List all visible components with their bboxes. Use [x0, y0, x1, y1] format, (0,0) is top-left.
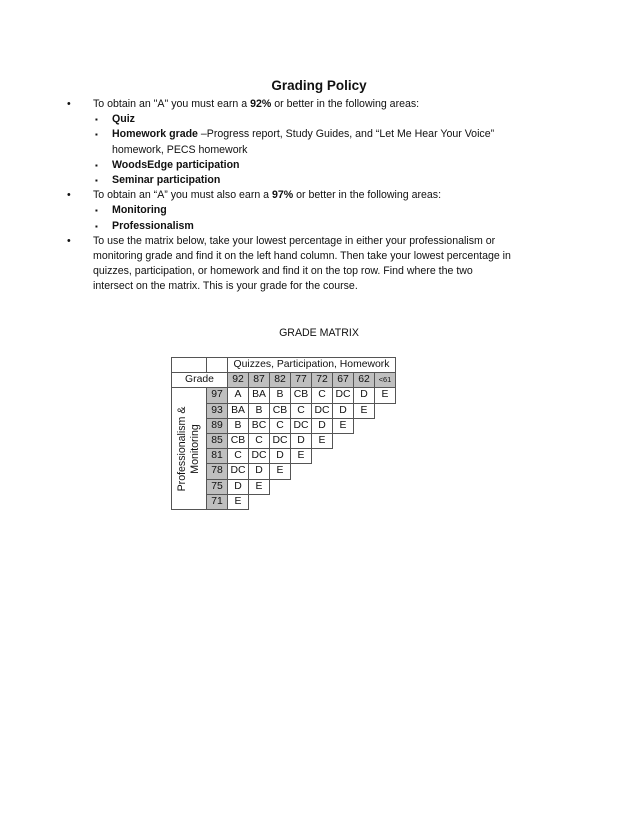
row-header: 71	[207, 494, 228, 509]
grade-cell: BC	[249, 418, 270, 433]
grade-cell: D	[333, 403, 354, 418]
empty-cell	[375, 418, 396, 433]
empty-cell	[354, 494, 375, 509]
grade-cell: C	[312, 388, 333, 403]
empty-cell	[333, 464, 354, 479]
empty-cell	[270, 479, 291, 494]
sub-bullet-marker: ▪	[95, 206, 98, 216]
empty-cell	[354, 479, 375, 494]
empty-cell	[333, 449, 354, 464]
matrix-corner-cell	[207, 358, 228, 373]
grade-cell: E	[249, 479, 270, 494]
list-item-homework-continued: homework, PECS homework	[112, 143, 248, 156]
column-header: 87	[249, 373, 270, 388]
empty-cell	[375, 434, 396, 449]
empty-cell	[354, 434, 375, 449]
empty-cell	[375, 494, 396, 509]
empty-cell	[375, 464, 396, 479]
grade-cell: BA	[228, 403, 249, 418]
grade-cell: C	[291, 403, 312, 418]
row-group-label-line: Monitoring	[189, 423, 201, 474]
item-label: Quiz	[112, 113, 135, 126]
grade-cell: B	[270, 388, 291, 403]
bullet-text-continued: quizzes, participation, or homework and find it on the top row. Find where the two	[93, 265, 473, 278]
empty-cell	[375, 479, 396, 494]
empty-cell	[354, 464, 375, 479]
column-header: <61	[375, 373, 396, 388]
row-group-label-text	[176, 406, 202, 491]
list-item-monitoring	[67, 203, 567, 218]
grade-cell: C	[249, 434, 270, 449]
grade-cell: DC	[270, 434, 291, 449]
sub-bullet-marker: ▪	[95, 221, 98, 231]
grade-cell: DC	[249, 449, 270, 464]
empty-cell	[354, 449, 375, 464]
bullet-bold: 97%	[272, 189, 294, 202]
bullet-marker: •	[67, 234, 71, 247]
empty-cell	[333, 479, 354, 494]
list-item-homework	[67, 127, 567, 142]
column-header: 82	[270, 373, 291, 388]
grade-cell: A	[228, 388, 249, 403]
policy-list	[67, 97, 567, 294]
page-title: Grading Policy	[271, 78, 367, 93]
bullet-a-requirement	[67, 97, 567, 112]
sub-bullet-marker: ▪	[95, 175, 98, 185]
row-header: 78	[207, 464, 228, 479]
matrix-caption: GRADE MATRIX	[279, 327, 359, 339]
grade-cell: BA	[249, 388, 270, 403]
empty-cell	[291, 464, 312, 479]
grade-cell: D	[270, 449, 291, 464]
grade-cell: E	[270, 464, 291, 479]
column-header: 92	[228, 373, 249, 388]
bullet-matrix-instructions	[67, 234, 567, 249]
row-header: 93	[207, 403, 228, 418]
list-item-professionalism	[67, 219, 567, 234]
list-item-woodsedge	[67, 158, 567, 173]
grade-cell: B	[228, 418, 249, 433]
grade-cell: E	[354, 403, 375, 418]
row-group-label-line: Professionalism &	[176, 406, 188, 492]
empty-cell	[249, 494, 270, 509]
grade-cell: E	[228, 494, 249, 509]
column-header: 67	[333, 373, 354, 388]
row-header: 81	[207, 449, 228, 464]
empty-cell	[312, 449, 333, 464]
item-label: Monitoring	[112, 204, 167, 217]
grade-cell: CB	[291, 388, 312, 403]
grade-cell: C	[270, 418, 291, 433]
bullet-text: or better in the following areas:	[293, 189, 442, 202]
row-header: 89	[207, 418, 228, 433]
row-header: 75	[207, 479, 228, 494]
grade-cell: E	[333, 418, 354, 433]
item-label: Homework grade	[112, 128, 198, 141]
sub-bullet-marker: ▪	[95, 130, 98, 140]
bullet-text: To obtain an “A” you must also earn a	[93, 189, 273, 202]
empty-cell	[375, 403, 396, 418]
bullet-bold: 92%	[250, 98, 272, 110]
column-header: 77	[291, 373, 312, 388]
bullet-text: To use the matrix below, take your lowest percentage in either your professionalism or	[93, 234, 496, 247]
list-item-seminar	[67, 173, 567, 188]
item-label: Seminar participation	[112, 173, 221, 186]
empty-cell	[312, 494, 333, 509]
grade-cell: DC	[333, 388, 354, 403]
bullet-a-also-requirement	[67, 188, 567, 203]
column-header: 62	[354, 373, 375, 388]
bullet-text-continued: intersect on the matrix. This is your grade for the course.	[93, 280, 358, 293]
list-item-quiz	[67, 112, 567, 127]
empty-cell	[270, 494, 291, 509]
bullet-text: or better in the following areas:	[271, 98, 420, 110]
bullet-text: To obtain an "A" you must earn a	[93, 98, 251, 110]
grade-cell: DC	[291, 418, 312, 433]
matrix-header-row-1	[172, 358, 396, 373]
grade-cell: D	[354, 388, 375, 403]
grade-cell: DC	[228, 464, 249, 479]
corner-label: Grade	[172, 373, 228, 388]
grade-cell: DC	[312, 403, 333, 418]
grade-cell: E	[312, 434, 333, 449]
bullet-marker: •	[67, 98, 71, 110]
matrix-row	[172, 388, 396, 403]
item-text: –Progress report, Study Guides, and “Let Me Hear Your Voice”	[197, 128, 495, 141]
row-group-label	[172, 388, 207, 510]
bullet-text-continued: monitoring grade and find it on the left hand column. Then take your lowest percentage in	[93, 249, 511, 262]
item-label: Professionalism	[112, 219, 194, 232]
empty-cell	[291, 494, 312, 509]
grade-cell: E	[375, 388, 396, 403]
item-label: WoodsEdge participation	[112, 158, 240, 171]
empty-cell	[312, 479, 333, 494]
empty-cell	[291, 479, 312, 494]
matrix-header-row-2	[172, 373, 396, 388]
grade-cell: CB	[228, 434, 249, 449]
column-group-label: Quizzes, Participation, Homework	[228, 358, 396, 373]
grade-cell: CB	[270, 403, 291, 418]
grade-cell: D	[312, 418, 333, 433]
column-header: 72	[312, 373, 333, 388]
bullet-marker: •	[67, 189, 71, 202]
sub-bullet-marker: ▪	[95, 115, 98, 125]
empty-cell	[333, 494, 354, 509]
grade-matrix	[171, 357, 396, 510]
row-header: 85	[207, 434, 228, 449]
grade-cell: D	[249, 464, 270, 479]
grade-cell: D	[291, 434, 312, 449]
empty-cell	[333, 434, 354, 449]
grade-cell: B	[249, 403, 270, 418]
grade-cell: C	[228, 449, 249, 464]
row-header: 97	[207, 388, 228, 403]
empty-cell	[375, 449, 396, 464]
sub-bullet-marker: ▪	[95, 160, 98, 170]
empty-cell	[354, 418, 375, 433]
matrix-corner-cell	[172, 358, 207, 373]
empty-cell	[312, 464, 333, 479]
grade-cell: E	[291, 449, 312, 464]
grade-cell: D	[228, 479, 249, 494]
